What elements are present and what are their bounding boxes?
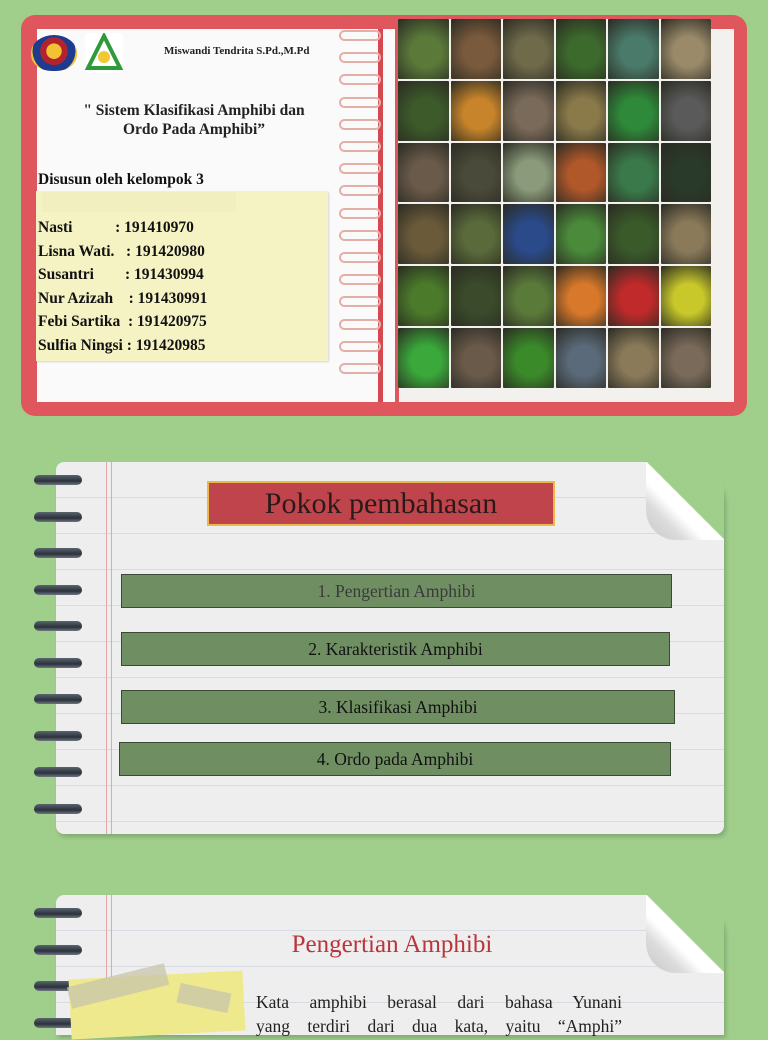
amphibian-photo: [556, 143, 607, 203]
ring: [339, 74, 381, 85]
binder-coil: [34, 694, 82, 704]
amphibian-photo: [608, 204, 659, 264]
member-separator: :: [128, 289, 138, 307]
member-id: 191420975: [137, 313, 207, 330]
amphibian-photo: [556, 328, 607, 388]
university-logo: [85, 33, 123, 73]
amphibian-photo: [451, 266, 502, 326]
member-row: [38, 263, 207, 287]
topic-item[interactable]: 3. Klasifikasi Amphibi: [121, 690, 675, 724]
presentation-title: " Sistem Klasifikasi Amphibi dan Ordo Pada Amphibi”: [83, 102, 305, 138]
group-label: Disusun oleh kelompok 3: [38, 171, 204, 188]
amphibian-photo: [451, 328, 502, 388]
amphibian-photo: [608, 19, 659, 79]
amphibian-photo: [503, 81, 554, 141]
binder-coil: [34, 658, 82, 668]
amphibian-photo: [503, 143, 554, 203]
ring: [339, 252, 381, 263]
member-id: 191410970: [124, 219, 194, 236]
member-separator: :: [126, 242, 136, 260]
ring: [339, 52, 381, 63]
member-row: [38, 216, 207, 240]
amphibian-photo: [503, 19, 554, 79]
member-name: Nur Azizah: [38, 289, 129, 307]
amphibian-photo: [451, 19, 502, 79]
amphibian-photo: [398, 19, 449, 79]
topic-item[interactable]: 2. Karakteristik Amphibi: [121, 632, 670, 666]
page-curl: [646, 462, 724, 540]
member-row: [38, 334, 207, 358]
ring: [339, 230, 381, 241]
amphibian-photo: [451, 204, 502, 264]
ring: [339, 208, 381, 219]
amphibian-photo: [556, 81, 607, 141]
binder-coil: [34, 767, 82, 777]
member-separator: :: [115, 219, 125, 236]
amphibian-photo: [398, 328, 449, 388]
binder-coil: [34, 908, 82, 918]
topic-item[interactable]: 1. Pengertian Amphibi: [121, 574, 672, 608]
amphibian-photo: [661, 328, 712, 388]
amphibian-photo: [556, 266, 607, 326]
amphibian-photo: [398, 81, 449, 141]
amphibian-photo: [503, 204, 554, 264]
member-name: Lisna Wati.: [38, 242, 127, 260]
definition-heading: Pengertian Amphibi: [291, 931, 493, 958]
ring: [339, 319, 381, 330]
ring: [339, 163, 381, 174]
member-id: 191420985: [135, 336, 206, 354]
amphibian-photo: [661, 81, 712, 141]
amphibian-photo: [556, 19, 607, 79]
margin-line: [111, 462, 112, 834]
author-name: Miswandi Tendrita S.Pd.,M.Pd: [164, 45, 310, 57]
binder-coil: [34, 585, 82, 595]
amphibian-photo: [661, 266, 712, 326]
amphibian-photo: [661, 19, 712, 79]
topics-heading: Pokok pembahasan: [207, 481, 555, 526]
topic-item[interactable]: 4. Ordo pada Amphibi: [119, 742, 671, 776]
amphibian-photo: [608, 81, 659, 141]
ring: [339, 119, 381, 130]
binder-coil: [34, 548, 82, 558]
amphibian-photo: [451, 143, 502, 203]
binder-coil: [34, 804, 82, 814]
amphibian-photo: [451, 81, 502, 141]
margin-line: [106, 462, 107, 834]
amphibian-photo: [398, 143, 449, 203]
binder-coil: [34, 512, 82, 522]
amphibian-photo: [503, 266, 554, 326]
member-row: [38, 240, 207, 264]
member-name: Sulfia Ningsi: [38, 336, 127, 354]
sticky-tape: [42, 192, 236, 212]
member-list: [38, 216, 207, 357]
ring: [339, 296, 381, 307]
member-separator: :: [128, 313, 138, 330]
amphibian-photo: [661, 204, 712, 264]
member-id: 191430994: [134, 266, 204, 283]
amphibian-photo: [608, 143, 659, 203]
amphibian-photo: [608, 266, 659, 326]
ring: [339, 30, 381, 41]
ring: [339, 341, 381, 352]
ring: [339, 141, 381, 152]
amphibian-photo: [398, 266, 449, 326]
amphibian-photo: [661, 143, 712, 203]
ring: [339, 274, 381, 285]
amphibian-photo: [503, 328, 554, 388]
amphibian-photo: [608, 328, 659, 388]
binder-coil: [34, 475, 82, 485]
ring: [339, 185, 381, 196]
binder-coil: [34, 731, 82, 741]
ring: [339, 97, 381, 108]
member-name: Nasti: [38, 219, 116, 236]
ring: [339, 363, 381, 374]
binder-coil: [34, 621, 82, 631]
amphibian-photo: [556, 204, 607, 264]
member-separator: :: [125, 266, 135, 283]
member-name: Febi Sartika: [38, 313, 128, 330]
member-separator: :: [126, 336, 136, 354]
member-row: [38, 310, 207, 334]
regional-emblem-logo: [31, 35, 77, 71]
member-name: Susantri: [38, 266, 125, 283]
definition-text: Kata amphibi berasal dari bahasa Yunani yang terdiri dari dua kata, yaitu “Amphi”: [256, 992, 622, 1036]
member-id: 191430991: [137, 289, 208, 307]
amphibian-photo-collage: [398, 19, 711, 388]
amphibian-photo: [398, 204, 449, 264]
member-row: [38, 287, 207, 311]
member-id: 191420980: [135, 242, 205, 260]
